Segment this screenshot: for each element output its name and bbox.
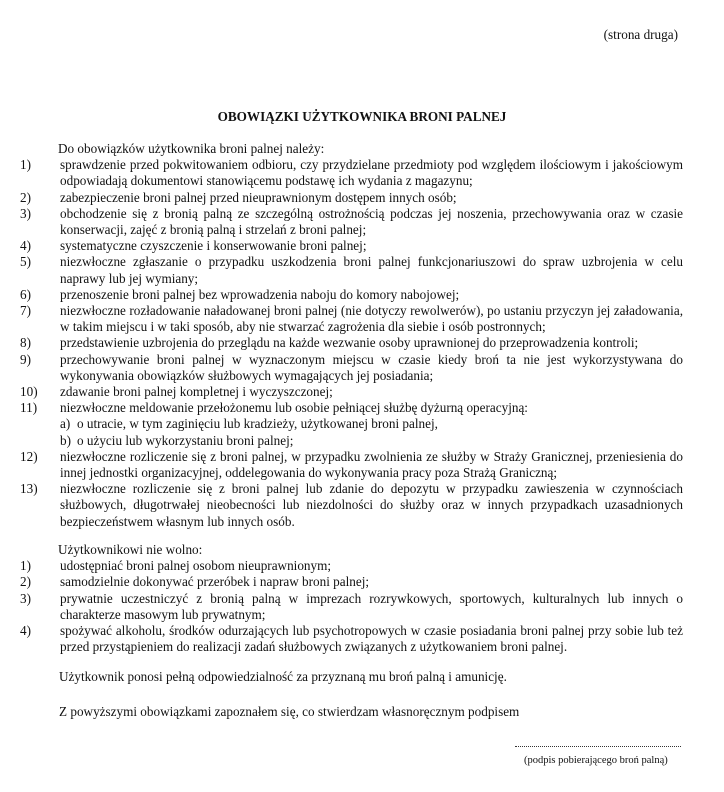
list-item: [20, 623, 683, 655]
item-body: [60, 481, 683, 530]
responsibility-statement: Użytkownik ponosi pełną odpowiedzialność za przyznaną mu broń palną i amunicję.: [59, 669, 507, 684]
sub-item-text: o użyciu lub wykorzystaniu broni palnej;: [77, 432, 294, 448]
item-number: 11): [20, 400, 38, 416]
item-text: zabezpieczenie broni palnej przed nieuprawnionym dostępem innych osób;: [60, 189, 457, 205]
sub-item-letter: a): [60, 416, 71, 432]
item-text: sprawdzenie przed pokwitowaniem odbioru, czy przydzielane przedmioty pod względem ilościowym i jakościowym odpowiadają dokumentowi stanowiącemu podstawę ich wydania z magazynu;: [60, 157, 683, 189]
item-body: [60, 558, 683, 574]
item-text: systematyczne czyszczenie i konserwowanie broni palnej;: [60, 238, 367, 254]
list-item: [20, 254, 683, 286]
sub-item: [60, 416, 683, 432]
item-body: [60, 254, 683, 286]
signature-caption: (podpis pobierającego broń palną): [524, 755, 668, 766]
item-number: 9): [20, 351, 31, 367]
item-number: 3): [20, 590, 31, 606]
list-item: [20, 574, 683, 590]
item-number: 13): [20, 481, 38, 497]
item-body: [60, 335, 683, 351]
list-item: [20, 190, 683, 206]
item-text: niezwłoczne meldowanie przełożonemu lub osobie pełniącej służbę dyżurną operacyjną:: [60, 400, 528, 416]
prohibitions-section: [20, 542, 683, 655]
item-text: udostępniać broni palnej osobom nieuprawnionym;: [60, 558, 332, 574]
list-item: [20, 287, 683, 303]
item-text: niezwłoczne rozliczenie się z broni palnej lub zdanie do depozytu w przypadku zawieszenia w czynnościach służbowych, długotrwałej nieobecności lub niezdolności do służby oraz w innych przypadkach uzasadnionych bezpieczeństwem własnym lub innych osób.: [60, 481, 683, 529]
item-number: 12): [20, 448, 38, 464]
list-item: [20, 384, 683, 400]
list-item: [20, 449, 683, 481]
sub-item: [60, 433, 683, 449]
acknowledgment-statement: Z powyższymi obowiązkami zapoznałem się, co stwierdzam własnoręcznym podpisem: [59, 704, 520, 719]
item-text: przedstawienie uzbrojenia do przeglądu na każde wezwanie osoby uprawnionej do przeprowadzenia kontroli;: [60, 335, 639, 351]
item-number: 1): [20, 157, 31, 173]
list-item: [20, 352, 683, 384]
item-body: [60, 400, 683, 449]
item-number: 3): [20, 205, 31, 221]
item-number: 6): [20, 286, 31, 302]
item-body: [60, 287, 683, 303]
item-body: [60, 190, 683, 206]
item-number: 10): [20, 384, 38, 400]
item-body: [60, 303, 683, 335]
item-text: samodzielnie dokonywać przeróbek i napraw broni palnej;: [60, 574, 370, 590]
sub-item-letter: b): [60, 432, 71, 448]
item-body: [60, 206, 683, 238]
item-number: 1): [20, 558, 31, 574]
signature-line: [515, 746, 681, 747]
item-body: [60, 238, 683, 254]
item-body: [60, 449, 683, 481]
duties-intro: Do obowiązków użytkownika broni palnej należy:: [58, 141, 325, 156]
item-body: [60, 623, 683, 655]
item-text: przenoszenie broni palnej bez wprowadzenia naboju do komory nabojowej;: [60, 286, 460, 302]
item-number: 4): [20, 238, 31, 254]
item-text: obchodzenie się z bronią palną ze szczególną ostrożnością podczas jej noszenia, przechowywania oraz w czasie konserwacji, zajęć z bronią palną i strzelań z broni palnej;: [60, 205, 683, 238]
item-number: 5): [20, 254, 31, 270]
list-item: [20, 591, 683, 623]
sub-item-text: o utracie, w tym zaginięciu lub kradzieży, użytkowanej broni palnej,: [77, 416, 438, 432]
list-item: [20, 157, 683, 189]
item-number: 4): [20, 623, 31, 639]
duties-list: [20, 157, 683, 530]
item-text: przechowywanie broni palnej w wyznaczonym miejscu w czasie kiedy broń ta nie jest wykorzystywana do wykonywania obowiązków służbowych wymagających jej posiadania;: [60, 351, 683, 383]
item-body: [60, 352, 683, 384]
list-item: [20, 400, 683, 449]
item-body: [60, 157, 683, 189]
item-number: 7): [20, 303, 31, 319]
item-number: 8): [20, 335, 31, 351]
item-text: niezwłoczne rozładowanie naładowanej broni palnej (nie dotyczy rewolwerów), po ustaniu przyczyn jej załadowania, w takim miejscu i w taki sposób, aby nie stwarzać zagrożenia dla siebie i osób postronnych;: [60, 303, 683, 335]
document-title: OBOWIĄZKI UŻYTKOWNIKA BRONI PALNEJ: [217, 109, 507, 124]
item-text: zdawanie broni palnej kompletnej i wyczyszczonej;: [60, 384, 333, 400]
duties-section: [20, 141, 683, 530]
item-body: [60, 591, 683, 623]
list-item: [20, 481, 683, 530]
list-item: [20, 206, 683, 238]
list-item: [20, 303, 683, 335]
page-number: (strona druga): [603, 27, 678, 42]
item-text: niezwłoczne zgłaszanie o przypadku uszkodzenia broni palnej funkcjonariuszowi do spraw uzbrojenia w celu naprawy lub jej wymiany;: [60, 254, 683, 286]
prohibitions-list: [20, 558, 683, 655]
item-number: 2): [20, 574, 31, 590]
list-item: [20, 558, 683, 574]
list-item: [20, 238, 683, 254]
item-number: 2): [20, 189, 31, 205]
item-text: spożywać alkoholu, środków odurzających lub psychotropowych w czasie posiadania broni palnej przy sobie lub też przed przystąpieniem do realizacji zadań służbowych związanych z użytkowaniem broni palnej.: [60, 623, 683, 655]
item-text: niezwłoczne rozliczenie się z broni palnej, w przypadku zwolnienia ze służby w Straży Granicznej, przeniesienia do innej jednostki organizacyjnej, oddelegowania do wykonywania pracy poza Strażą Graniczną;: [60, 448, 683, 481]
list-item: [20, 335, 683, 351]
prohibitions-intro: Użytkownikowi nie wolno:: [58, 542, 203, 557]
item-body: [60, 384, 683, 400]
item-body: [60, 574, 683, 590]
item-text: prywatnie uczestniczyć z bronią palną w imprezach rozrywkowych, sportowych, kulturalnych lub innych o charakterze masowym lub prywatnym;: [60, 590, 683, 622]
